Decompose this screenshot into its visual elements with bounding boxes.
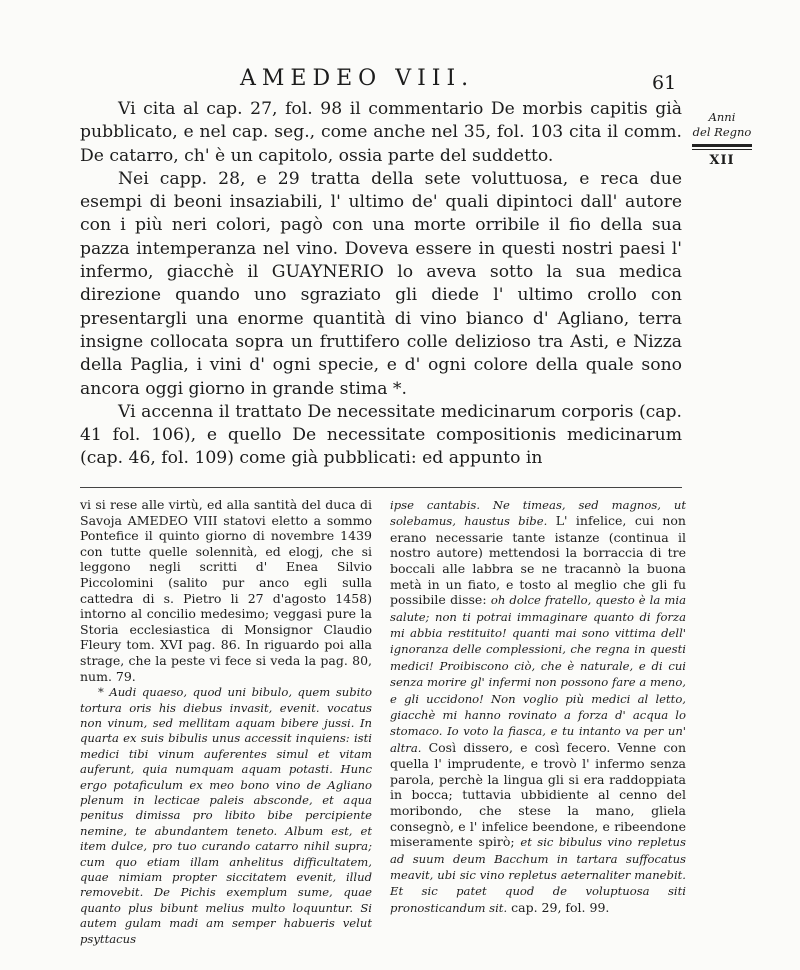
footnote-left-latin: * Audi quaeso, quod uni bibulo, quem subito tortura oris his diebus invasit, evenit. vocatus non vinum, sed mellitam aquam bibere jussi. In quarta ex suis bibulis unus accessit inquiens: isti medici tibi vinum auferentes simul et vitam auferunt, quia numquam aquam potasti. Hunc ergo potaficulum ex meo bono vino de Agliano plenum in lecticae paleis absconde, et aqua penitus dimissa pro libito bibe percipiente nemine, te abundantem teneto. Album est, et item dulce, pro tuo curando catarro nihil supra; cum quo etiam illam anhelitus difficultatem, quae nimiam propter siccitatem evenit, illud removebit. De Pichis exemplum sume, quae quanto plus bibunt melius multo loquuntur. Si autem gulam madi am semper habueris velut psyttacus: [80, 685, 372, 946]
footnote-right-text-3: cap. 29, fol. 99.: [511, 899, 610, 915]
running-head-title: AMEDEO VIII.: [240, 66, 475, 91]
footnotes-right-column: [390, 497, 686, 916]
margin-rule-thin: [692, 149, 752, 150]
margin-note-year: XII: [709, 153, 735, 168]
footnote-left-paragraph: vi si rese alle virtù, ed alla santità del duca di Savoja AMEDEO VIII statovi eletto a sommo Pontefice il quinto giorno di novembre 1439 con tutte quelle solennità, ed elogj, che si leggono negli scritti d' Enea Silvio Piccolomini (salito pur anco egli sulla cattedra di s. Pietro li 27 d'agosto 1458) intorno al concilio medesimo; veggasi pure la Storia ecclesiastica di Monsignor Claudio Fleury tom. XVI pag. 86. In riguardo poi alla strage, che la peste vi fece si veda la pag. 80, num. 79.: [80, 497, 372, 684]
main-text-body: [80, 98, 682, 471]
margin-note-line2: del Regno: [692, 125, 752, 139]
footnote-right-latin-1: ipse cantabis. Ne timeas, sed magnos, ut solebamus, haustus bibe.: [390, 498, 686, 529]
footnote-right-latin-3: et sic bibulus vino repletus ad suum deum Bacchum in tartara suffocatus meavit, ubi sic vino repletus aeternaliter manebit. Et sic patet quod de voluptuosa siti pronosticandum sit.: [390, 835, 686, 915]
footnote-right-paragraph: [390, 497, 686, 916]
footnote-right-latin-2: oh dolce fratello, questo è la mia salute; non ti potrai immaginare quanto di forza mi abbia restituito! quanti mai sono vittima dell' ignoranza delle complessioni, che regna in questi medici! Proibiscono ciò, che è naturale, e di cui senza morire gl' infermi non possono fare a meno, e gli uccidono! Non voglio più medici al letto, giacchè mi hanno rovinato a forza d' acqua lo stomaco. Io voto la fiasca, e tu intanto va per un' altra.: [390, 593, 686, 755]
footnote-separator-rule: [80, 487, 682, 488]
margin-note-reign: [686, 110, 758, 168]
main-paragraph-2: Nei capp. 28, e 29 tratta della sete voluttuosa, e reca due esempi di beoni insaziabili, l' ultimo de' quali dipintoci dall' autore con i più neri colori, pagò con una morte orribile il fio della sua pazza intemperanza nel vino. Doveva essere in questi nostri paesi l' infermo, giacchè il GUAYNERIO lo aveva sotto la sua medica direzione quando uno sgraziato gli diede l' ultimo crollo con presentargli una enorme quantità di vino bianco d' Agliano, terra insigne collocata sopra un fruttifero colle delizioso tra Asti, e Nizza della Paglia, i vini d' ogni specie, e d' ogni colore della quale sono ancora oggi giorno in grande stima *.: [80, 168, 682, 399]
margin-rule: [692, 144, 752, 147]
page-number: 61: [652, 72, 677, 94]
main-paragraph-3: Vi accenna il trattato De necessitate medicinarum corporis (cap. 41 fol. 106), e quello De necessitate compositionis medicinarum (cap. 46, fol. 109) come già pubblicati: ed appunto in: [80, 401, 682, 469]
footnote-right-text-2: Così dissero, e così fecero. Venne con quella l' imprudente, e trovò l' infermo senza parola, perchè la lingua gli si era raddoppiata in bocca; tuttavia ubbidiente al cenno del moribondo, che stese la mano, gliela consegnò, e l' infelice beendone, e ribeendone miseramente spirò;: [390, 739, 686, 850]
margin-note-line1: Anni: [708, 110, 736, 124]
footnote-right-text-1: L' infelice, cui non erano necessarie tante istanze (continua il nostro autore) mettendosi la borraccia di tre boccali alle labbra se ne tracannò la buona metà in un fiato, e tosto al meglio che gli fu possibile disse:: [390, 513, 686, 608]
footnotes-left-column: [80, 497, 372, 947]
main-paragraph-1: Vi cita al cap. 27, fol. 98 il commentario De morbis capitis già pubblicato, e nel cap. seg., come anche nel 35, fol. 103 cita il comm. De catarro, ch' è un capitolo, ossia parte del suddetto.: [80, 99, 682, 166]
